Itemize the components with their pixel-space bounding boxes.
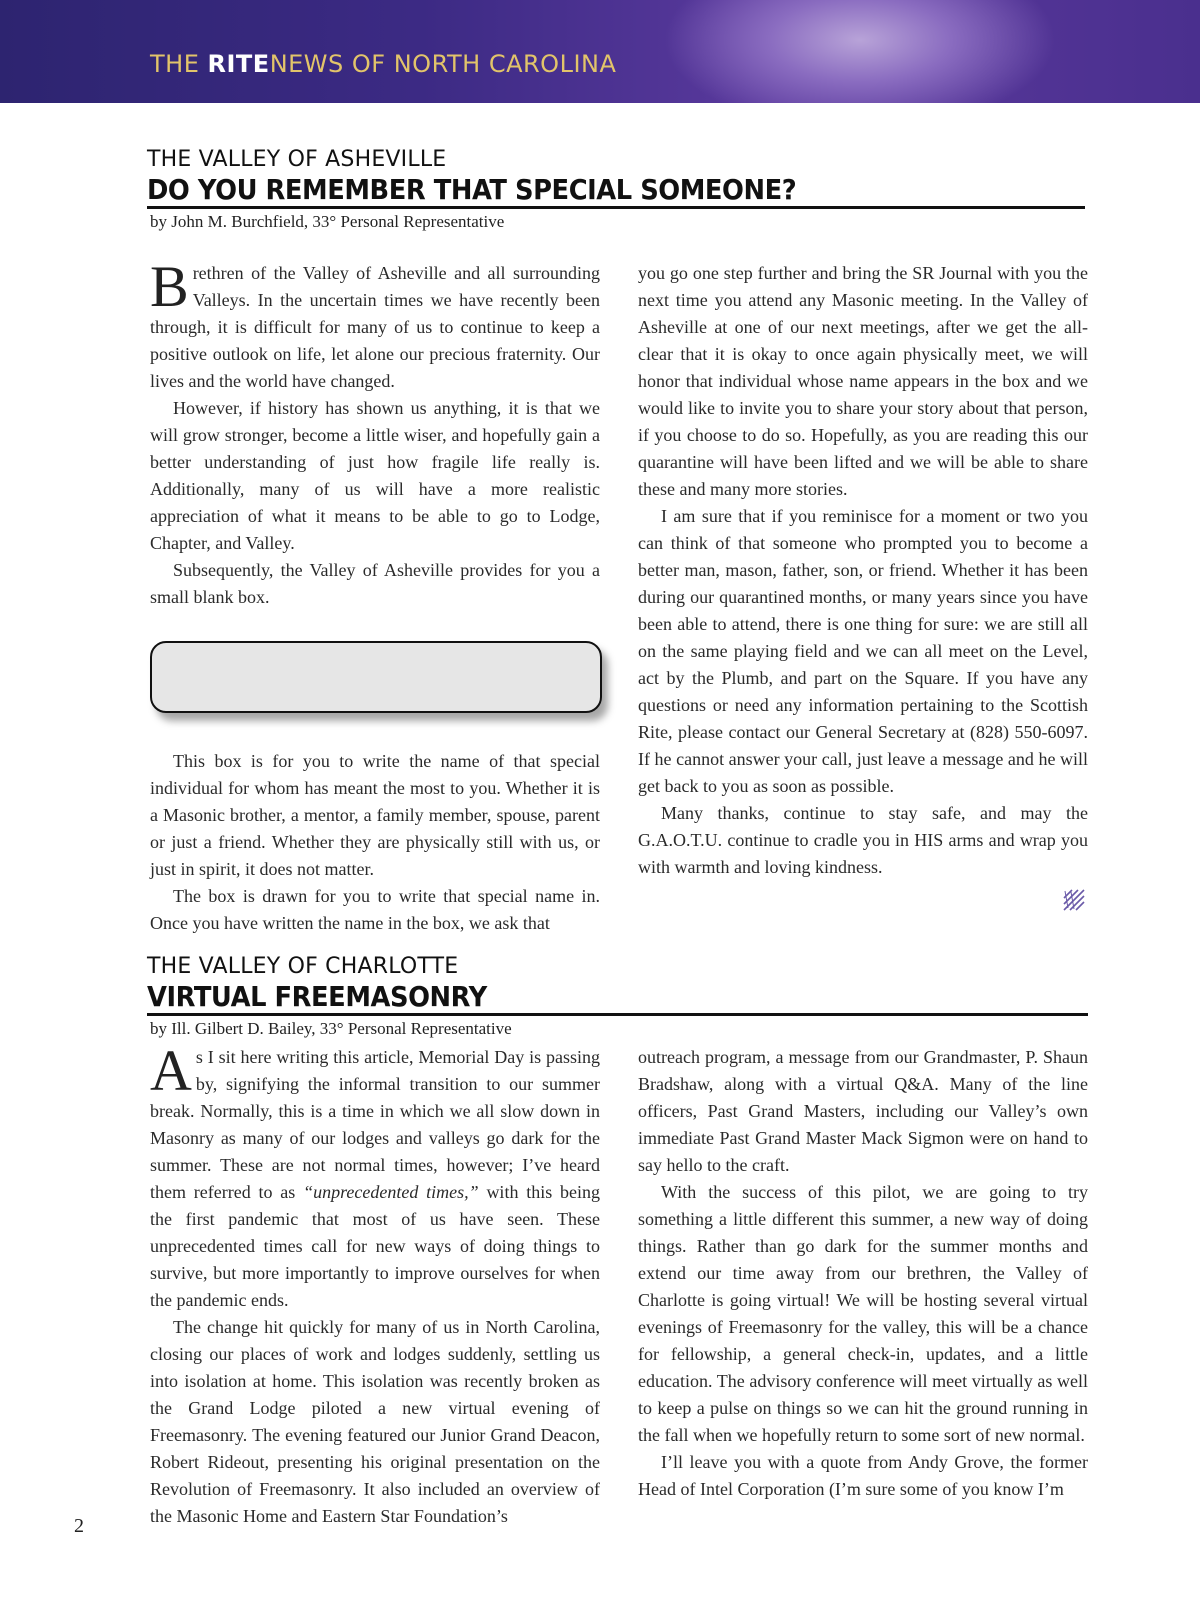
dropcap: A: [150, 1038, 192, 1103]
article2-headline: VIRTUAL FREEMASONRY: [147, 980, 487, 1013]
article1-paragraph-1: Brethren of the Valley of Asheville and all surrounding Valleys. In the uncertain times we have recently been through, it is difficult for many of us to continue to keep a positive outlook on life, let alone our precious fraternity. Our lives and the world have changed.: [150, 254, 600, 391]
article2-paragraph-5: I’ll leave you with a quote from Andy Grove, the former Head of Intel Corporation (I’m sure some of you know I’m: [638, 1452, 1088, 1499]
article1-paragraph-5: The box is drawn for you to write that special name in. Once you have written the name in the box, we ask that: [150, 886, 600, 933]
hatched-square-end-mark-icon: [1062, 888, 1086, 912]
article1-paragraph-7: I am sure that if you reminisce for a moment or two you can think of that someone who prompted you to become a better man, mason, father, son, or friend. Whether it has been during our quarantined months, or many years since you have been able to attend, there is one thing for sure: we are still all on the same playing field and we can all meet on the Level, act by the Plumb, and part on the Square. If you have any questions or need any information pertaining to the Scottish Rite, please contact our General Secretary at (828) 550-6097. If he cannot answer your call, just leave a message and he will get back to you as soon as possible.: [638, 506, 1088, 796]
publication-brand: RITE: [207, 50, 270, 78]
article2-paragraph-3: outreach program, a message from our Grandmaster, P. Shaun Bradshaw, along with a virtual Q&A. Many of the line officers, Past Grand Masters, including our Valley’s own immediate Past Grand Master Mack Sigmon were on hand to say hello to the craft.: [638, 1047, 1088, 1175]
masthead-banner: [0, 0, 1200, 103]
article1-kicker: THE VALLEY OF ASHEVILLE: [147, 147, 447, 172]
article1-byline: by John M. Burchfield, 33° Personal Representative: [150, 212, 505, 231]
article1-paragraph-6: you go one step further and bring the SR Journal with you the next time you attend any Masonic meeting. In the Valley of Asheville at one of our next meetings, after we get the all-clear that it is okay to once again physically meet, we will honor that individual whose name appears in the box and we would like to invite you to share your story about that person, if you choose to do so. Hopefully, as you are reading this our quarantine will have been lifted and we will be able to share these and many more stories.: [638, 263, 1088, 499]
article1-paragraph-4: This box is for you to write the name of that special individual for whom has meant the most to you. Whether it is a Masonic brother, a mentor, a family member, spouse, parent or just a friend. Whether they are physically still with us, or just in spirit, it does not matter.: [150, 751, 600, 879]
dropcap: B: [150, 254, 189, 319]
article1-paragraph-2: However, if history has shown us anything, it is that we will grow stronger, become a little wiser, and hopefully gain a better understanding of just how fragile life really is. Additionally, many of us will have a more realistic appreciation of what it means to be able to go to Lodge, Chapter, and Valley.: [150, 398, 600, 553]
article1-left-column: [150, 254, 600, 611]
article1-rule: [147, 206, 1085, 209]
article2-rule: [147, 1013, 1088, 1016]
article1-headline: DO YOU REMEMBER THAT SPECIAL SOMEONE?: [147, 173, 797, 206]
article1-paragraph-3: Subsequently, the Valley of Asheville provides for you a small blank box.: [150, 560, 600, 607]
publication-title: THE RITENEWS OF NORTH CAROLINA: [150, 50, 617, 78]
article2-left-column: [150, 1038, 600, 1530]
article1-right-column: [638, 260, 1088, 881]
article2-byline: by Ill. Gilbert D. Bailey, 33° Personal Representative: [150, 1019, 512, 1038]
emphasis-quote: “unprecedented times,”: [303, 1182, 479, 1202]
article1-paragraph-8: Many thanks, continue to stay safe, and may the G.A.O.T.U. continue to cradle you in HIS arms and wrap you with warmth and loving kindness.: [638, 803, 1088, 877]
article2-kicker: THE VALLEY OF CHARLOTTE: [147, 954, 459, 979]
blank-name-box[interactable]: [150, 641, 602, 713]
article2-right-column: [638, 1044, 1088, 1503]
article1-left-column-lower: [150, 748, 600, 937]
article2-paragraph-1: As I sit here writing this article, Memorial Day is passing by, signifying the informal transition to our summer break. Normally, this is a time in which we all slow down in Masonry as many of our lodges and valleys go dark for the summer. These are not normal times, however; I’ve heard them referred to as “unprecedented times,” with this being the first pandemic that most of us have seen. These unprecedented times call for new ways of doing things to survive, but more importantly to improve ourselves for when the pandemic ends.: [150, 1038, 600, 1310]
page-number: 2: [74, 1515, 84, 1537]
article2-paragraph-2: The change hit quickly for many of us in North Carolina, closing our places of work and lodges suddenly, settling us into isolation at home. This isolation was recently broken as the Grand Lodge piloted a new virtual evening of Freemasonry. The evening featured our Junior Grand Deacon, Robert Rideout, presenting his original presentation on the Revolution of Freemasonry. It also included an overview of the Masonic Home and Eastern Star Foundation’s: [150, 1317, 600, 1526]
article2-paragraph-4: With the success of this pilot, we are going to try something a little different this summer, a new way of doing things. Rather than go dark for the summer months and extend our time away from our brethren, the Valley of Charlotte is going virtual! We will be hosting several virtual evenings of Freemasonry for the valley, this will be a chance for fellowship, a general check-in, updates, and a little education. The advisory conference will meet virtually as well to keep a pulse on things so we can hit the ground running in the fall when we hopefully return to some sort of new normal.: [638, 1182, 1088, 1445]
